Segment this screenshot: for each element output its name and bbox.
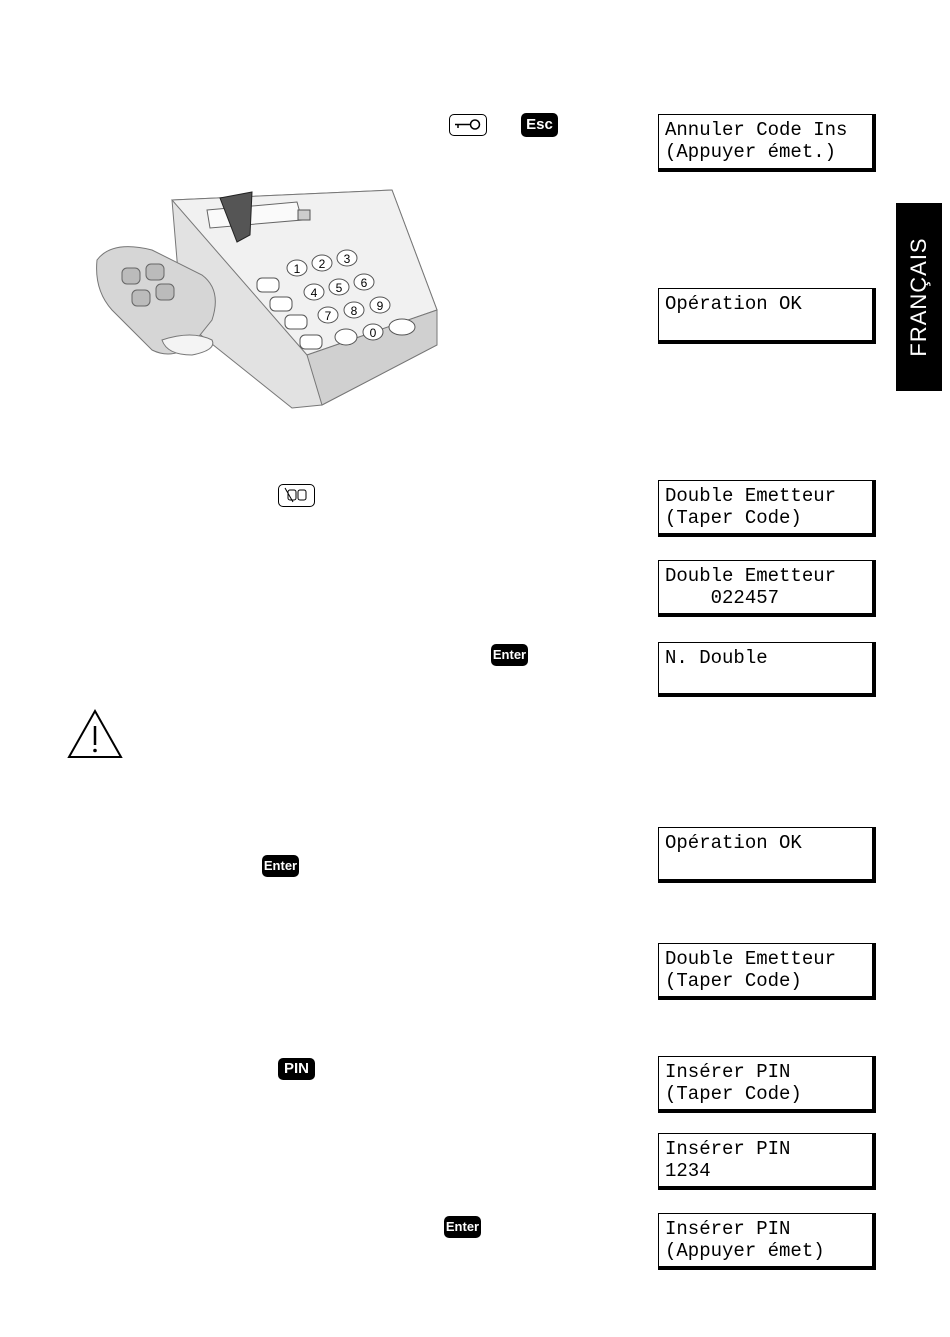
svg-text:6: 6 bbox=[360, 276, 368, 290]
lcd-display bbox=[658, 1133, 876, 1190]
lcd-line-1: Double Emetteur bbox=[665, 948, 837, 970]
enter-key-label: Enter bbox=[492, 647, 527, 662]
svg-text:3: 3 bbox=[343, 252, 351, 266]
svg-text:4: 4 bbox=[310, 286, 318, 300]
lcd-line-1: Annuler Code Ins bbox=[665, 119, 848, 141]
enter-key-label: Enter bbox=[263, 858, 298, 873]
lcd-line-2: (Taper Code) bbox=[665, 1083, 802, 1105]
lcd-display bbox=[658, 943, 876, 1000]
lcd-line-2: (Taper Code) bbox=[665, 507, 802, 529]
lcd-line-1: N. Double bbox=[665, 647, 768, 669]
enter-key-icon bbox=[444, 1216, 481, 1238]
lcd-line-2: 1234 bbox=[665, 1160, 711, 1182]
lcd-line-2: (Appuyer émet.) bbox=[665, 141, 837, 163]
lcd-line-1: Opération OK bbox=[665, 293, 802, 315]
lcd-display bbox=[658, 642, 876, 697]
svg-text:2: 2 bbox=[318, 257, 326, 271]
svg-text:7: 7 bbox=[324, 309, 332, 323]
svg-text:8: 8 bbox=[350, 304, 358, 318]
lcd-display bbox=[658, 560, 876, 617]
double-transmitter-icon bbox=[278, 484, 315, 507]
lcd-display bbox=[658, 480, 876, 537]
warning-icon bbox=[66, 708, 124, 760]
lcd-display bbox=[658, 288, 876, 344]
language-tab-label: FRANÇAIS bbox=[906, 237, 931, 357]
lcd-display bbox=[658, 827, 876, 883]
lcd-line-2: (Taper Code) bbox=[665, 970, 802, 992]
lcd-line-1: Double Emetteur bbox=[665, 565, 837, 587]
lcd-display bbox=[658, 1056, 876, 1113]
enter-key-icon bbox=[491, 644, 528, 666]
enter-key-label: Enter bbox=[445, 1219, 480, 1234]
language-tab bbox=[896, 203, 942, 391]
svg-text:5: 5 bbox=[335, 281, 343, 295]
esc-key-label: Esc bbox=[526, 116, 553, 133]
lcd-line-1: Insérer PIN bbox=[665, 1138, 791, 1160]
svg-text:9: 9 bbox=[376, 299, 384, 313]
svg-text:1: 1 bbox=[293, 262, 301, 276]
svg-text:0: 0 bbox=[369, 326, 377, 340]
pin-key-label: PIN bbox=[283, 1060, 309, 1077]
lcd-line-1: Opération OK bbox=[665, 832, 802, 854]
enter-key-icon bbox=[262, 855, 299, 877]
lcd-line-2: (Appuyer émet) bbox=[665, 1240, 825, 1262]
lcd-line-2: 022457 bbox=[665, 587, 780, 609]
lcd-line-1: Double Emetteur bbox=[665, 485, 837, 507]
lcd-line-1: Insérer PIN bbox=[665, 1061, 791, 1083]
pin-key-icon bbox=[278, 1058, 315, 1080]
lcd-display bbox=[658, 114, 876, 172]
lcd-display bbox=[658, 1213, 876, 1270]
key-icon bbox=[449, 114, 487, 136]
programmer-device-illustration bbox=[92, 180, 442, 410]
lcd-line-1: Insérer PIN bbox=[665, 1218, 791, 1240]
esc-key-icon bbox=[521, 113, 558, 137]
